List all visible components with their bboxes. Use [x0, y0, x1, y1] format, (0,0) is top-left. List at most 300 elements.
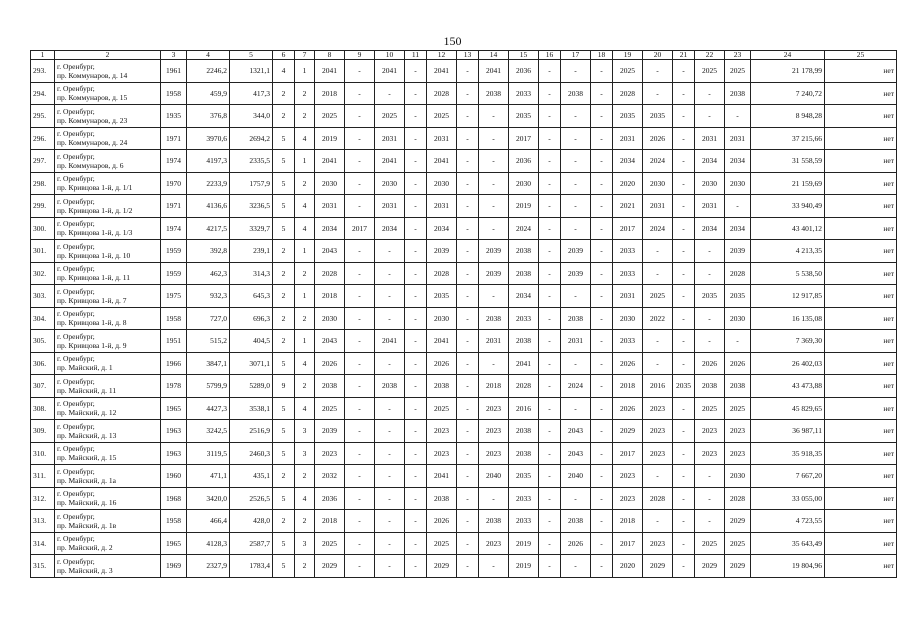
data-cell-col-15: 2038	[509, 420, 539, 443]
data-cell-col-21: -	[673, 420, 695, 443]
data-cell-col-17: -	[561, 60, 591, 83]
data-cell-col-10: -	[375, 352, 405, 375]
data-cell-col-15: 2038	[509, 442, 539, 465]
data-cell-col-16: -	[539, 150, 561, 173]
data-cell-col-14: 2031	[479, 330, 509, 353]
data-cell-col-11: -	[405, 375, 427, 398]
row-number-cell: 310.	[31, 442, 55, 465]
data-cell-col-20: -	[643, 82, 673, 105]
data-cell-col-13: -	[457, 127, 479, 150]
data-cell-col-19: 2023	[613, 487, 643, 510]
data-cell-col-4: 3119,5	[187, 442, 230, 465]
data-cell-col-19: 2017	[613, 532, 643, 555]
data-cell-col-25: нет	[825, 330, 897, 353]
data-cell-col-12: 2039	[427, 240, 457, 263]
data-cell-col-13: -	[457, 82, 479, 105]
data-cell-col-13: -	[457, 397, 479, 420]
data-cell-col-10: -	[375, 420, 405, 443]
data-cell-col-22: 2026	[695, 352, 725, 375]
data-cell-col-20: 2024	[643, 150, 673, 173]
data-cell-col-23: -	[725, 195, 751, 218]
data-cell-col-8: 2025	[315, 397, 345, 420]
data-cell-col-24: 33 055,00	[751, 487, 825, 510]
data-cell-col-7: 4	[295, 487, 315, 510]
address-cell	[55, 465, 161, 488]
data-cell-col-22: -	[695, 465, 725, 488]
data-cell-col-14: 2023	[479, 532, 509, 555]
data-cell-col-22: 2025	[695, 60, 725, 83]
address-line: пр. Коммунаров, д. 6	[57, 160, 124, 170]
data-cell-col-18: -	[591, 195, 613, 218]
data-cell-col-10: -	[375, 555, 405, 578]
data-cell-col-19: 2033	[613, 262, 643, 285]
data-cell-col-21: -	[673, 532, 695, 555]
data-cell-col-16: -	[539, 420, 561, 443]
data-cell-col-12: 2025	[427, 532, 457, 555]
data-cell-col-9: -	[345, 397, 375, 420]
data-cell-col-19: 2030	[613, 307, 643, 330]
data-cell-col-25: нет	[825, 397, 897, 420]
data-cell-col-8: 2038	[315, 375, 345, 398]
table-row	[31, 240, 897, 263]
data-cell-col-10: -	[375, 510, 405, 533]
column-header-15: 15	[509, 51, 539, 60]
data-cell-col-19: 2026	[613, 397, 643, 420]
data-cell-col-13: -	[457, 195, 479, 218]
data-cell-col-19: 2020	[613, 555, 643, 578]
address-cell	[55, 60, 161, 83]
data-cell-col-25: нет	[825, 217, 897, 240]
data-cell-col-24: 33 940,49	[751, 195, 825, 218]
data-cell-col-6: 2	[273, 240, 295, 263]
column-header-1: 1	[31, 51, 55, 60]
data-cell-col-8: 2043	[315, 240, 345, 263]
data-cell-col-8: 2041	[315, 150, 345, 173]
data-cell-col-16: -	[539, 555, 561, 578]
data-cell-col-9: -	[345, 82, 375, 105]
data-cell-col-21: -	[673, 352, 695, 375]
data-cell-col-21: -	[673, 510, 695, 533]
data-cell-col-10: -	[375, 82, 405, 105]
data-cell-col-14: 2038	[479, 510, 509, 533]
data-cell-col-18: -	[591, 487, 613, 510]
table-row	[31, 172, 897, 195]
data-cell-col-13: -	[457, 217, 479, 240]
data-cell-col-13: -	[457, 285, 479, 308]
data-cell-col-13: -	[457, 442, 479, 465]
data-cell-col-12: 2023	[427, 442, 457, 465]
data-cell-col-22: -	[695, 330, 725, 353]
data-cell-col-23: 2035	[725, 285, 751, 308]
data-cell-col-18: -	[591, 375, 613, 398]
data-cell-col-19: 2025	[613, 60, 643, 83]
data-cell-col-16: -	[539, 217, 561, 240]
data-cell-col-3: 1935	[161, 105, 187, 128]
data-cell-col-7: 2	[295, 82, 315, 105]
data-cell-col-3: 1974	[161, 150, 187, 173]
address-line: г. Оренбург,	[57, 84, 95, 94]
address-line: г. Оренбург,	[57, 61, 95, 71]
data-cell-col-3: 1978	[161, 375, 187, 398]
data-cell-col-18: -	[591, 172, 613, 195]
data-cell-col-24: 36 987,11	[751, 420, 825, 443]
data-cell-col-24: 21 178,99	[751, 60, 825, 83]
column-header-8: 8	[315, 51, 345, 60]
data-cell-col-16: -	[539, 352, 561, 375]
data-cell-col-22: 2035	[695, 285, 725, 308]
data-cell-col-6: 5	[273, 150, 295, 173]
data-cell-col-25: нет	[825, 127, 897, 150]
address-line: г. Оренбург,	[57, 376, 95, 386]
data-cell-col-13: -	[457, 262, 479, 285]
data-cell-col-14: -	[479, 172, 509, 195]
data-cell-col-12: 2041	[427, 465, 457, 488]
data-cell-col-9: -	[345, 510, 375, 533]
data-cell-col-20: 2023	[643, 532, 673, 555]
data-cell-col-15: 2038	[509, 330, 539, 353]
data-cell-col-24: 35 918,35	[751, 442, 825, 465]
data-cell-col-5: 2526,5	[230, 487, 273, 510]
data-cell-col-4: 3242,5	[187, 420, 230, 443]
data-cell-col-25: нет	[825, 195, 897, 218]
data-cell-col-14: 2040	[479, 465, 509, 488]
data-cell-col-12: 2023	[427, 420, 457, 443]
data-cell-col-8: 2036	[315, 487, 345, 510]
data-cell-col-7: 4	[295, 195, 315, 218]
address-line: пр. Коммунаров, д. 14	[57, 70, 128, 80]
address-line: г. Оренбург,	[57, 421, 95, 431]
data-cell-col-12: 2028	[427, 262, 457, 285]
data-cell-col-8: 2030	[315, 307, 345, 330]
data-cell-col-9: -	[345, 375, 375, 398]
data-cell-col-6: 2	[273, 105, 295, 128]
address-cell	[55, 262, 161, 285]
data-cell-col-10: 2025	[375, 105, 405, 128]
row-number-cell: 307.	[31, 375, 55, 398]
data-cell-col-12: 2025	[427, 397, 457, 420]
data-cell-col-5: 3071,1	[230, 352, 273, 375]
data-cell-col-5: 1757,9	[230, 172, 273, 195]
data-cell-col-19: 2035	[613, 105, 643, 128]
column-header-10: 10	[375, 51, 405, 60]
data-cell-col-4: 3420,0	[187, 487, 230, 510]
data-cell-col-4: 5799,9	[187, 375, 230, 398]
data-cell-col-22: -	[695, 105, 725, 128]
table-row	[31, 307, 897, 330]
column-header-12: 12	[427, 51, 457, 60]
address-line: пр. Кривцова 1-й, д. 9	[57, 340, 127, 350]
data-cell-col-10: -	[375, 240, 405, 263]
address-line: пр. Майский, д. 11	[57, 385, 117, 395]
address-line: пр. Майский, д. 13	[57, 430, 117, 440]
data-cell-col-20: -	[643, 465, 673, 488]
address-line: пр. Кривцова 1-й, д. 10	[57, 250, 131, 260]
data-cell-col-10: -	[375, 442, 405, 465]
address-cell	[55, 195, 161, 218]
data-cell-col-17: -	[561, 127, 591, 150]
address-line: г. Оренбург,	[57, 241, 95, 251]
data-cell-col-22: 2038	[695, 375, 725, 398]
data-cell-col-24: 4 723,55	[751, 510, 825, 533]
data-cell-col-5: 1783,4	[230, 555, 273, 578]
data-cell-col-16: -	[539, 487, 561, 510]
table-row	[31, 150, 897, 173]
data-cell-col-15: 2035	[509, 105, 539, 128]
data-cell-col-8: 2030	[315, 172, 345, 195]
data-cell-col-3: 1968	[161, 487, 187, 510]
data-cell-col-7: 1	[295, 60, 315, 83]
data-cell-col-18: -	[591, 397, 613, 420]
data-cell-col-20: 2016	[643, 375, 673, 398]
data-cell-col-25: нет	[825, 352, 897, 375]
data-cell-col-5: 2587,7	[230, 532, 273, 555]
data-cell-col-14: 2038	[479, 307, 509, 330]
row-number-cell: 304.	[31, 307, 55, 330]
data-cell-col-16: -	[539, 442, 561, 465]
data-cell-col-23: -	[725, 105, 751, 128]
data-cell-col-8: 2019	[315, 127, 345, 150]
address-line: г. Оренбург,	[57, 196, 95, 206]
data-cell-col-3: 1971	[161, 127, 187, 150]
data-cell-col-9: -	[345, 150, 375, 173]
address-cell	[55, 397, 161, 420]
data-cell-col-17: 2039	[561, 240, 591, 263]
data-cell-col-14: -	[479, 127, 509, 150]
data-cell-col-22: 2025	[695, 397, 725, 420]
data-cell-col-13: -	[457, 487, 479, 510]
row-number-cell: 303.	[31, 285, 55, 308]
data-cell-col-13: -	[457, 420, 479, 443]
address-cell	[55, 285, 161, 308]
table-row	[31, 555, 897, 578]
address-cell	[55, 172, 161, 195]
data-cell-col-21: -	[673, 307, 695, 330]
data-cell-col-17: 2043	[561, 442, 591, 465]
column-header-19: 19	[613, 51, 643, 60]
data-cell-col-22: 2029	[695, 555, 725, 578]
data-cell-col-5: 5289,0	[230, 375, 273, 398]
table-row	[31, 442, 897, 465]
data-cell-col-6: 2	[273, 307, 295, 330]
data-cell-col-5: 645,3	[230, 285, 273, 308]
table-row	[31, 465, 897, 488]
row-number-cell: 301.	[31, 240, 55, 263]
data-cell-col-11: -	[405, 510, 427, 533]
data-cell-col-3: 1970	[161, 172, 187, 195]
data-cell-col-16: -	[539, 285, 561, 308]
data-cell-col-10: 2031	[375, 195, 405, 218]
data-cell-col-9: -	[345, 420, 375, 443]
data-cell-col-22: 2025	[695, 532, 725, 555]
data-cell-col-22: 2034	[695, 150, 725, 173]
data-cell-col-10: -	[375, 532, 405, 555]
data-cell-col-3: 1969	[161, 555, 187, 578]
data-cell-col-25: нет	[825, 375, 897, 398]
data-cell-col-17: 2043	[561, 420, 591, 443]
data-cell-col-5: 404,5	[230, 330, 273, 353]
data-cell-col-21: -	[673, 442, 695, 465]
address-line: г. Оренбург,	[57, 129, 95, 139]
data-cell-col-16: -	[539, 172, 561, 195]
data-cell-col-6: 2	[273, 82, 295, 105]
column-header-2: 2	[55, 51, 161, 60]
column-header-3: 3	[161, 51, 187, 60]
address-line: г. Оренбург,	[57, 466, 95, 476]
data-cell-col-7: 1	[295, 285, 315, 308]
data-cell-col-23: 2023	[725, 442, 751, 465]
row-number-cell: 302.	[31, 262, 55, 285]
data-cell-col-20: 2023	[643, 420, 673, 443]
address-line: г. Оренбург,	[57, 219, 95, 229]
row-number-cell: 312.	[31, 487, 55, 510]
data-cell-col-12: 2030	[427, 307, 457, 330]
data-cell-col-16: -	[539, 105, 561, 128]
data-cell-col-8: 2018	[315, 510, 345, 533]
data-cell-col-7: 3	[295, 532, 315, 555]
data-cell-col-22: -	[695, 487, 725, 510]
address-cell	[55, 330, 161, 353]
data-cell-col-20: -	[643, 330, 673, 353]
data-cell-col-4: 459,9	[187, 82, 230, 105]
data-cell-col-6: 5	[273, 127, 295, 150]
data-cell-col-16: -	[539, 307, 561, 330]
data-cell-col-11: -	[405, 127, 427, 150]
data-cell-col-5: 2694,2	[230, 127, 273, 150]
data-cell-col-16: -	[539, 60, 561, 83]
data-cell-col-7: 2	[295, 307, 315, 330]
data-cell-col-20: 2029	[643, 555, 673, 578]
data-cell-col-11: -	[405, 487, 427, 510]
data-cell-col-5: 3538,1	[230, 397, 273, 420]
data-cell-col-10: 2034	[375, 217, 405, 240]
data-cell-col-15: 2017	[509, 127, 539, 150]
data-cell-col-23: 2025	[725, 397, 751, 420]
data-cell-col-22: -	[695, 240, 725, 263]
row-number-cell: 315.	[31, 555, 55, 578]
address-line: пр. Майский, д. 3	[57, 565, 113, 575]
data-cell-col-3: 1959	[161, 240, 187, 263]
address-line: г. Оренбург,	[57, 106, 95, 116]
data-cell-col-12: 2041	[427, 150, 457, 173]
row-number-cell: 297.	[31, 150, 55, 173]
data-cell-col-8: 2034	[315, 217, 345, 240]
data-cell-col-17: -	[561, 105, 591, 128]
data-cell-col-11: -	[405, 420, 427, 443]
address-line: г. Оренбург,	[57, 331, 95, 341]
table-row	[31, 217, 897, 240]
data-cell-col-21: -	[673, 172, 695, 195]
row-number-cell: 293.	[31, 60, 55, 83]
data-cell-col-4: 392,8	[187, 240, 230, 263]
data-cell-col-3: 1963	[161, 442, 187, 465]
data-cell-col-23: 2028	[725, 262, 751, 285]
data-cell-col-7: 2	[295, 555, 315, 578]
data-cell-col-19: 2031	[613, 285, 643, 308]
data-cell-col-24: 19 804,96	[751, 555, 825, 578]
data-cell-col-21: -	[673, 240, 695, 263]
data-cell-col-25: нет	[825, 510, 897, 533]
table-row	[31, 352, 897, 375]
data-cell-col-10: 2038	[375, 375, 405, 398]
table-row	[31, 330, 897, 353]
data-cell-col-15: 2038	[509, 240, 539, 263]
data-cell-col-9: -	[345, 172, 375, 195]
data-cell-col-4: 2246,2	[187, 60, 230, 83]
data-cell-col-14: -	[479, 150, 509, 173]
data-cell-col-16: -	[539, 397, 561, 420]
data-cell-col-15: 2038	[509, 262, 539, 285]
row-number-cell: 311.	[31, 465, 55, 488]
data-cell-col-18: -	[591, 105, 613, 128]
data-cell-col-11: -	[405, 217, 427, 240]
data-cell-col-7: 4	[295, 217, 315, 240]
column-header-22: 22	[695, 51, 725, 60]
data-cell-col-7: 2	[295, 465, 315, 488]
data-cell-col-6: 2	[273, 465, 295, 488]
data-cell-col-25: нет	[825, 82, 897, 105]
data-cell-col-19: 2018	[613, 375, 643, 398]
row-number-cell: 313.	[31, 510, 55, 533]
data-cell-col-17: 2040	[561, 465, 591, 488]
data-cell-col-18: -	[591, 555, 613, 578]
column-header-25: 25	[825, 51, 897, 60]
data-cell-col-10: 2041	[375, 330, 405, 353]
data-cell-col-24: 26 402,03	[751, 352, 825, 375]
data-cell-col-18: -	[591, 532, 613, 555]
data-cell-col-15: 2016	[509, 397, 539, 420]
data-cell-col-23: 2028	[725, 487, 751, 510]
data-cell-col-17: -	[561, 397, 591, 420]
data-cell-col-14: -	[479, 105, 509, 128]
table-row	[31, 420, 897, 443]
data-cell-col-14: -	[479, 285, 509, 308]
data-cell-col-10: -	[375, 397, 405, 420]
data-cell-col-21: -	[673, 127, 695, 150]
data-cell-col-7: 3	[295, 420, 315, 443]
data-cell-col-15: 2033	[509, 510, 539, 533]
address-cell	[55, 217, 161, 240]
data-cell-col-8: 2025	[315, 105, 345, 128]
data-cell-col-21: 2035	[673, 375, 695, 398]
data-cell-col-24: 35 643,49	[751, 532, 825, 555]
data-cell-col-25: нет	[825, 240, 897, 263]
data-cell-col-14: 2039	[479, 240, 509, 263]
data-cell-col-10: -	[375, 262, 405, 285]
data-cell-col-25: нет	[825, 262, 897, 285]
row-number-cell: 305.	[31, 330, 55, 353]
data-cell-col-23: 2034	[725, 150, 751, 173]
row-number-cell: 306.	[31, 352, 55, 375]
data-cell-col-12: 2038	[427, 487, 457, 510]
data-cell-col-24: 7 240,72	[751, 82, 825, 105]
data-cell-col-13: -	[457, 105, 479, 128]
row-number-cell: 298.	[31, 172, 55, 195]
data-cell-col-16: -	[539, 330, 561, 353]
data-cell-col-11: -	[405, 195, 427, 218]
data-cell-col-5: 314,3	[230, 262, 273, 285]
table-row	[31, 127, 897, 150]
data-cell-col-5: 2335,5	[230, 150, 273, 173]
data-cell-col-7: 3	[295, 442, 315, 465]
data-cell-col-4: 4136,6	[187, 195, 230, 218]
data-cell-col-17: -	[561, 172, 591, 195]
data-cell-col-21: -	[673, 60, 695, 83]
data-cell-col-20: 2035	[643, 105, 673, 128]
data-cell-col-6: 5	[273, 532, 295, 555]
data-cell-col-18: -	[591, 82, 613, 105]
address-line: пр. Кривцова 1-й, д. 7	[57, 295, 127, 305]
address-cell	[55, 150, 161, 173]
